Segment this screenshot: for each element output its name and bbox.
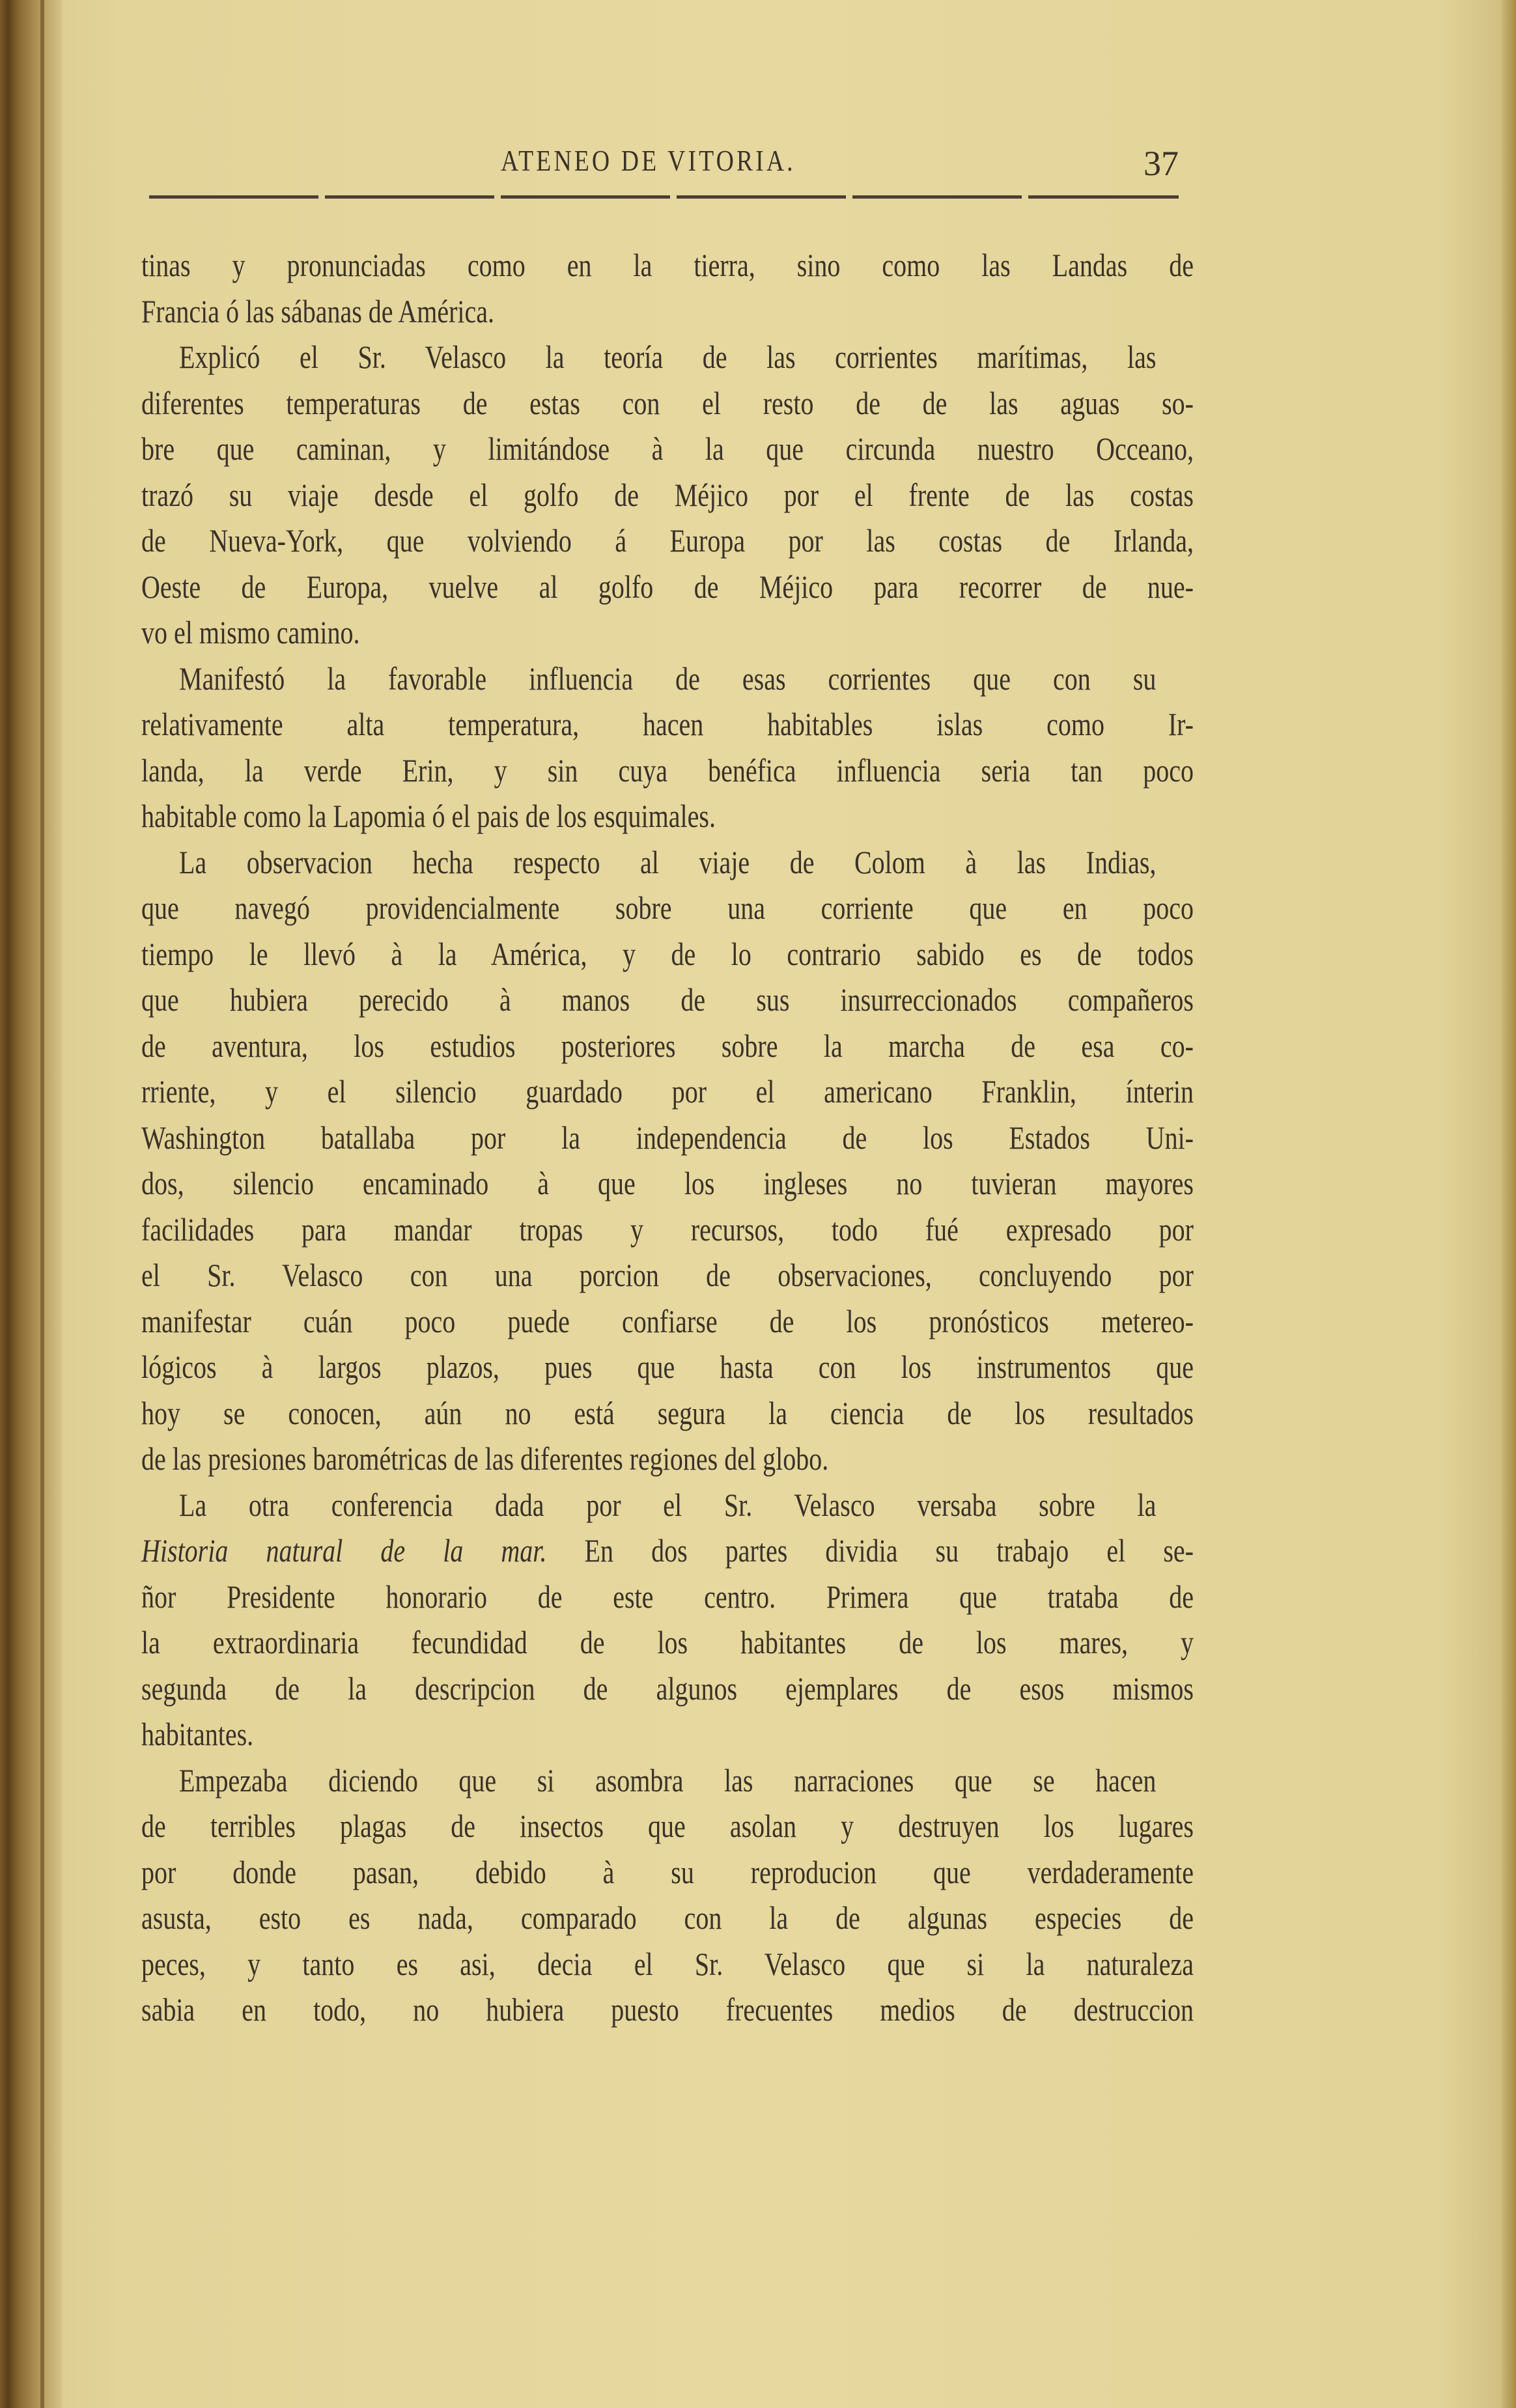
line-text: rriente, y el silencio guardado por el americano Franklin, ínterin	[141, 1073, 1194, 1110]
line-text: asusta, esto es nada, comparado con la de algunas especies de	[141, 1899, 1194, 1936]
paragraph	[141, 1757, 1194, 2033]
text-line	[141, 748, 1194, 794]
text-line	[141, 1987, 1194, 2033]
line-text: Francia ó las sábanas de América.	[141, 292, 495, 329]
line-text: diferentes temperaturas de estas con el resto de de las aguas so-	[141, 384, 1194, 421]
line-text: habitable como la Lapomia ó el pais de los esquimales.	[141, 798, 716, 834]
line-text: dos, silencio encaminado à que los ingleses no tuvieran mayores	[141, 1165, 1194, 1201]
text-line	[141, 1666, 1194, 1712]
line-text: tinas y pronunciadas como en la tierra, sino como las Landas de	[141, 247, 1194, 283]
line-text: segunda de la descripcion de algunos ejemplares de esos mismos	[141, 1670, 1194, 1707]
text-line	[141, 701, 1194, 748]
paragraph	[141, 242, 1194, 334]
text-line	[141, 1436, 1194, 1482]
text-line	[141, 518, 1194, 564]
text-line	[141, 839, 1194, 886]
page-number: 37	[1144, 144, 1179, 183]
line-text: sabia en todo, no hubiera puesto frecuentes medios de destruccion	[141, 1991, 1194, 2028]
line-text: Oeste de Europa, vuelve al golfo de Méjico para recorrer de nue-	[141, 568, 1194, 605]
text-line	[141, 656, 1194, 702]
text-line	[141, 1574, 1194, 1620]
text-line	[141, 885, 1194, 931]
line-text	[141, 1528, 1194, 1574]
line-text: facilidades para mandar tropas y recursos, todo fué expresado por	[141, 1211, 1194, 1248]
running-header	[149, 143, 1179, 189]
line-text: que hubiera perecido à manos de sus insurreccionados compañeros	[141, 981, 1194, 1018]
line-text: Explicó el Sr. Velasco la teoría de las corrientes marítimas, las	[179, 339, 1157, 375]
line-text: el Sr. Velasco con una porcion de observaciones, concluyendo por	[141, 1257, 1194, 1293]
line-text: de Nueva-York, que volviendo á Europa por las costas de Irlanda,	[141, 522, 1194, 559]
line-text: la extraordinaria fecundidad de los habitantes de los mares, y	[141, 1624, 1194, 1660]
line-text: Manifestó la favorable influencia de esas corrientes que con su	[179, 660, 1157, 697]
paragraph	[141, 656, 1194, 839]
text-line	[141, 1344, 1194, 1390]
line-text: ñor Presidente honorario de este centro. Primera que trataba de	[141, 1578, 1194, 1615]
line-text: peces, y tanto es asi, decia el Sr. Velasco que si la naturaleza	[141, 1945, 1194, 1982]
text-line	[141, 931, 1194, 977]
text-line	[141, 1849, 1194, 1896]
text-line	[141, 1160, 1194, 1207]
line-text: landa, la verde Erin, y sin cuya benéfica influencia seria tan poco	[141, 751, 1194, 789]
text-line	[141, 1757, 1194, 1804]
text-line	[141, 1252, 1194, 1298]
line-text-rest: En dos partes dividia su trabajo el se-	[546, 1532, 1194, 1569]
text-line	[141, 426, 1194, 472]
line-text: de aventura, los estudios posteriores sobre la marcha de esa co-	[141, 1027, 1194, 1064]
text-line	[141, 793, 1194, 839]
line-text: Empezaba diciendo que si asombra las narraciones que se hacen	[179, 1761, 1157, 1799]
text-line	[141, 1298, 1194, 1345]
text-line	[141, 1619, 1194, 1666]
text-line	[141, 1941, 1194, 1987]
line-text: hoy se conocen, aún no está segura la ciencia de los resultados	[141, 1394, 1194, 1431]
text-line	[141, 609, 1194, 656]
text-line	[141, 1069, 1194, 1115]
binding-edge	[40, 0, 44, 2408]
text-line	[141, 1528, 1194, 1574]
line-text: La otra conferencia dada por el Sr. Velasco versaba sobre la	[179, 1486, 1157, 1523]
running-title: ATENEO DE VITORIA.	[501, 144, 796, 177]
text-line	[141, 472, 1194, 518]
line-text: habitantes.	[141, 1716, 254, 1752]
text-line	[141, 334, 1194, 380]
line-text: de las presiones barométricas de las diferentes regiones del globo.	[141, 1440, 829, 1477]
text-line	[141, 380, 1194, 427]
line-text: bre que caminan, y limitándose à la que circunda nuestro Occeano,	[141, 430, 1194, 467]
italic-title: Historia natural de la mar.	[141, 1532, 547, 1569]
line-text: lógicos à largos plazos, pues que hasta con los instrumentos que	[141, 1349, 1194, 1385]
line-text: La observacion hecha respecto al viaje de Colom à las Indias,	[179, 843, 1157, 880]
page-edge	[1502, 0, 1516, 2408]
text-line	[141, 1390, 1194, 1436]
text-line	[141, 1207, 1194, 1253]
text-line	[141, 1895, 1194, 1941]
line-text: por donde pasan, debido à su reproducion que verdaderamente	[141, 1853, 1194, 1890]
line-text: Washington batallaba por la independencia de los Estados Uni-	[141, 1119, 1194, 1156]
paragraph	[141, 839, 1194, 1482]
header-rule	[149, 195, 1179, 199]
text-line	[141, 242, 1194, 288]
body-text	[141, 242, 1194, 2033]
paragraph	[141, 334, 1194, 656]
line-text: de terribles plagas de insectos que asolan y destruyen los lugares	[141, 1808, 1194, 1844]
text-line	[141, 1803, 1194, 1849]
line-text: que navegó providencialmente sobre una corriente que en poco	[141, 889, 1194, 926]
book-binding	[0, 0, 62, 2408]
line-text: trazó su viaje desde el golfo de Méjico por el frente de las costas	[141, 476, 1194, 513]
text-line	[141, 1711, 1194, 1757]
paragraph	[141, 1482, 1194, 1757]
text-line	[141, 288, 1194, 335]
line-text: tiempo le llevó à la América, y de lo contrario sabido es de todos	[141, 935, 1194, 972]
line-text: vo el mismo camino.	[141, 614, 360, 651]
text-line	[141, 1482, 1194, 1528]
text-line	[141, 564, 1194, 610]
text-line	[141, 1023, 1194, 1069]
text-line	[141, 977, 1194, 1023]
text-line	[141, 1115, 1194, 1161]
line-text: relativamente alta temperatura, hacen habitables islas como Ir-	[141, 706, 1194, 742]
line-text: manifestar cuán poco puede confiarse de los pronósticos metereo-	[141, 1302, 1194, 1339]
